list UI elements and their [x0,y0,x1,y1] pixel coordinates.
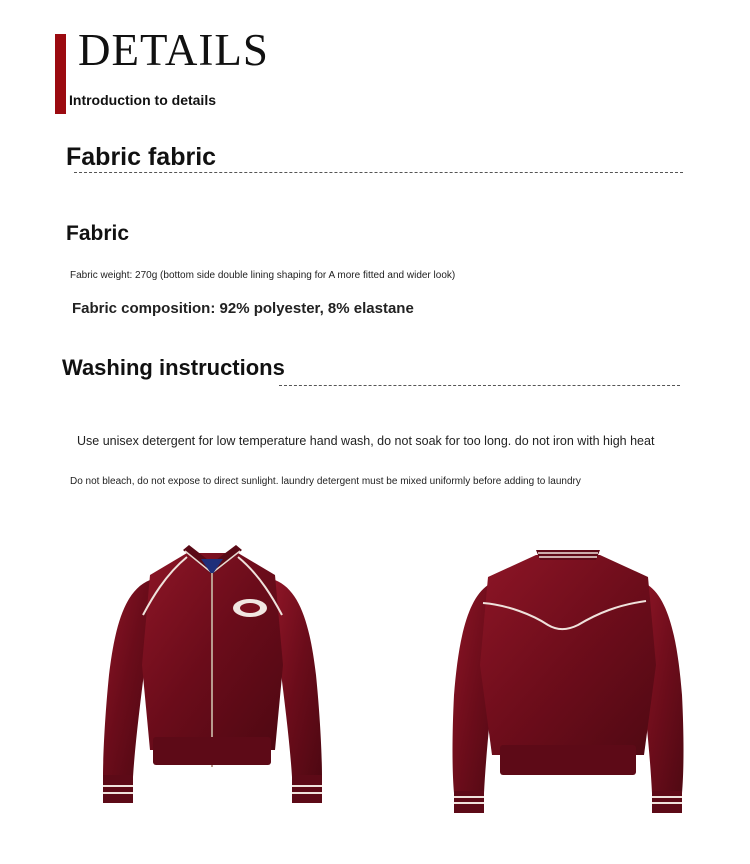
jacket-back-image [448,545,688,815]
washing-section-heading: Washing instructions [62,355,285,380]
fabric-weight-note: Fabric weight: 270g (bottom side double lining shaping for A more fitted and wider look) [70,270,456,281]
section-divider [74,172,683,173]
page-title: DETAILS [78,25,269,75]
section-divider [279,385,680,386]
fabric-composition: Fabric composition: 92% polyester, 8% elastane [72,300,414,317]
washing-instruction-2: Do not bleach, do not expose to direct sunlight. laundry detergent must be mixed uniformly before adding to laundry [70,476,581,487]
fabric-subheading: Fabric [66,222,130,245]
fabric-section-heading: Fabric fabric [66,143,217,171]
accent-bar [55,34,66,114]
washing-instruction-1: Use unisex detergent for low temperature hand wash, do not soak for too long. do not iron with high heat [77,434,655,448]
page-subtitle: Introduction to details [69,92,216,108]
jacket-front-image [95,545,330,810]
